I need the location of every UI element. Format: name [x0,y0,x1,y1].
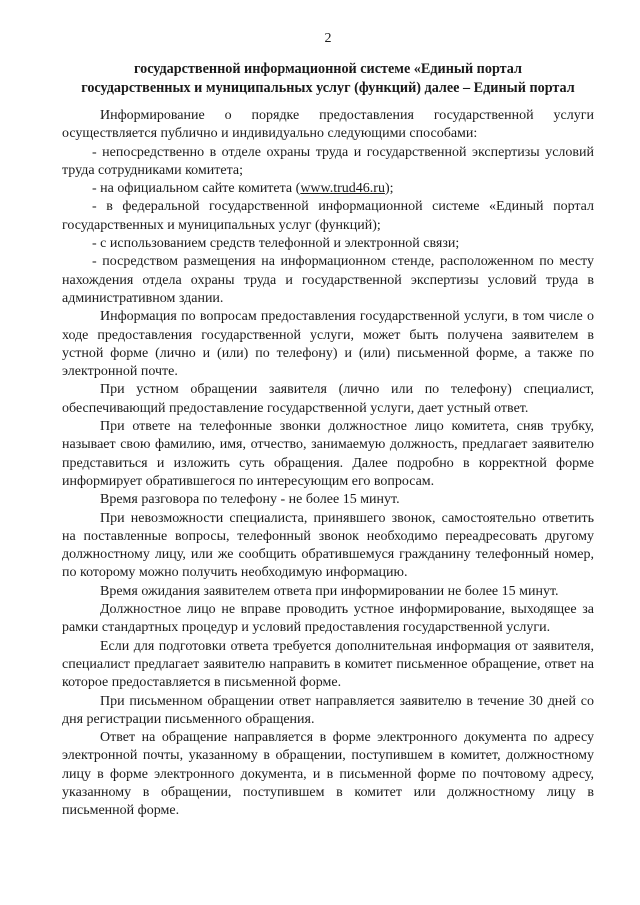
paragraph-info-channels: Информация по вопросам предоставления государственной услуги, в том числе о ходе предоставления государственной услуги, может быть получена заявителем в устной форме (лично и (или) по телефону) и (или) письменной форме, а также по электронной почте. [62,309,594,380]
document-body [62,107,594,821]
website-link[interactable]: www.trud46.ru [300,181,385,197]
paragraph-additional-info: Если для подготовки ответа требуется дополнительная информация от заявителя, специалист предлагает заявителю направить в комитет письменное обращение, ответ на которое предоставляется в письменной форме. [62,638,594,691]
document-page [62,30,594,821]
section-heading [62,60,594,97]
paragraph-response-delivery: Ответ на обращение направляется в форме электронного документа по адресу электронной почты, указанному в обращении, поступившем в комитет, должностному лицу в форме электронного документа, и в письменной форме по почтовому адресу, указанному в обращении, поступившем в комитет или должностному лицу в письменной форме. [62,730,594,819]
paragraph-wait-time: Время ожидания заявителем ответа при информировании не более 15 минут. [100,583,559,599]
page-number: 2 [324,31,332,46]
heading-line-2: государственных и муниципальных услуг (функций) далее – Единый портал [81,79,575,96]
list-item-info-stand: - посредством размещения на информационном стенде, расположенном по месту нахождения отдела охраны труда и государственной экспертизы условий труда в административном здании. [62,254,594,306]
paragraph-oral-request: При устном обращении заявителя (лично или по телефону) специалист, обеспечивающий предоставление государственной услуги, дает устный ответ. [62,382,594,416]
list-item-website [62,180,594,198]
website-suffix: ); [384,181,394,197]
paragraph-oral-limits: Должностное лицо не вправе проводить устное информирование, выходящее за рамки стандартных процедур и условий предоставления государственной услуги. [62,602,594,636]
list-item-phone-email: - с использованием средств телефонной и электронной связи; [92,236,460,252]
paragraph-call-duration: Время разговора по телефону - не более 15 минут. [100,492,400,508]
list-item-unified-portal: - в федеральной государственной информационной системе «Единый портал государственных и муниципальных услуг (функций); [62,199,594,233]
paragraph-call-redirect: При невозможности специалиста, принявшего звонок, самостоятельно ответить на поставленные вопросы, телефонный звонок необходимо переадресовать другому должностному лицу, или же сообщить обратившемуся гражданину телефонный номер, по которому можно получить необходимую информацию. [62,510,594,581]
list-item-department: - непосредственно в отделе охраны труда и государственной экспертизы условий труда сотрудниками комитета; [62,144,594,178]
intro-paragraph: Информирование о порядке предоставления государственной услуги осуществляется публично и индивидуально следующими способами: [62,108,594,142]
paragraph-written-request: При письменном обращении ответ направляется заявителю в течение 30 дней со дня регистрации письменного обращения. [62,693,594,727]
heading-line-1: государственной информационной системе «Единый портал [134,61,522,77]
website-prefix: - на официальном сайте комитета ( [92,181,301,197]
paragraph-phone-calls: При ответе на телефонные звонки должностное лицо комитета, сняв трубку, называет свою фамилию, имя, отчество, занимаемую должность, предлагает заявителю представиться и изложить суть обращения. Далее подробно в корректной форме информирует обратившегося по интересующим его вопросам. [62,419,594,489]
